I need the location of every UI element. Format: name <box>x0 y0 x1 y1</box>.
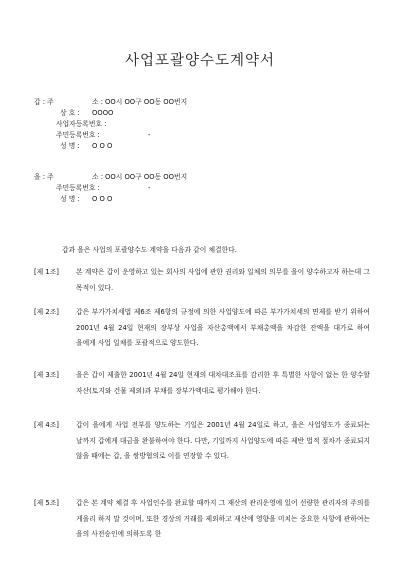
party-a-role: 갑 : 주 <box>34 98 54 106</box>
party-a-name: O O O <box>92 142 113 150</box>
party-b-rrn-row <box>34 183 187 194</box>
party-a-name-label: 성 명 : <box>60 142 80 150</box>
clause-4-text: 갑이 을에게 사업 전부를 양도하는 기일은 2001년 4월 24일로 하고, 을은 사업양도가 종료되는 날까지 갑에게 대금을 완불하여야 한다. 다만, 기일까지 사업양도에 따른 제반 법적 절차가 종료되지 않을 때에는 갑, 을 쌍방협의로 이를 연장할 수 있다. <box>76 421 370 460</box>
party-b-name-label: 성 명 : <box>60 195 80 203</box>
party-b-rrn-dash: - <box>148 184 151 192</box>
clause-5-label: [제 5조] <box>34 499 59 507</box>
party-a-company-label: 상 호 : <box>60 109 80 117</box>
party-b-name-row <box>34 194 187 205</box>
party-a-address: OO시 OO구 OO동 OO번지 <box>105 98 188 106</box>
party-b-address-row <box>34 172 187 183</box>
party-b-role: 을 : 주 <box>34 173 54 181</box>
clause-3 <box>34 368 370 399</box>
clause-5-text: 갑은 본 계약 체결 후 사업인수를 완료할 때까지 그 재산의 관리운영에 있어 선량한 관리자의 주의를 게을리 하지 말 것이며, 또한 경상의 거래를 제외하고 재산에 영향을 미치는 중요한 사항에 관하여는 을의 사전승인에 의하도록 한 <box>76 499 370 538</box>
party-b-block <box>34 172 187 205</box>
party-b-address: OO시 OO구 OO동 OO번지 <box>105 173 188 181</box>
clause-5 <box>34 496 370 543</box>
contract-intro: 갑과 을은 사업의 포괄양수도 계약을 다음과 같이 체결한다. <box>62 246 237 254</box>
clause-3-label: [제 3조] <box>34 371 59 379</box>
party-a-bizno-label: 사업자등록번호 : <box>56 120 107 128</box>
party-a-address-label: 소 : <box>92 98 104 106</box>
clause-1-text: 본 계약은 갑이 운영하고 있는 회사의 사업에 관한 권리와 일체의 의무를 을이 양수하고자 하는데 그 목적이 있다. <box>76 268 370 292</box>
party-a-rrn-row <box>34 130 187 141</box>
clause-1-label: [제 1조] <box>34 268 59 276</box>
clause-2-label: [제 2조] <box>34 308 59 316</box>
party-b-address-label: 소 : <box>92 173 104 181</box>
clause-1 <box>34 265 370 296</box>
party-a-company-row <box>34 108 187 119</box>
party-b-rrn-label: 주민등록번호 : <box>56 184 100 192</box>
clause-3-text: 을은 갑이 제출한 2001년 4월 24일 현재의 대차대조표를 감리한 후 특별한 사항이 없는 한 양수할 자산(토지와 건물 제외)과 부채를 장부가액대로 평가해야 한다. <box>76 371 370 395</box>
document-title: 사업포괄양수도계약서 <box>124 53 276 69</box>
clause-2-text: 갑은 부가가치세법 제6조 제6항의 규정에 의한 사업양도에 따른 부가가치세의 면제를 받기 위하여 2001년 4월 24일 현재의 장부상 사업을 자산총액에서 부채총액을 차감한 잔액을 대가로 하여 을에게 사업 일체를 포괄적으로 양도한다. <box>76 308 370 347</box>
party-a-address-row <box>34 97 187 108</box>
clause-4 <box>34 418 370 465</box>
party-a-name-row <box>34 141 187 152</box>
clause-4-label: [제 4조] <box>34 421 59 429</box>
party-b-name: O O O <box>92 195 113 203</box>
party-a-rrn-label: 주민등록번호 : <box>56 131 100 139</box>
party-a-rrn-dash: - <box>148 131 151 139</box>
party-a-company: OOOO <box>92 109 114 117</box>
clause-2 <box>34 305 370 352</box>
party-a-bizno-row <box>34 119 187 130</box>
party-a-block <box>34 97 187 152</box>
